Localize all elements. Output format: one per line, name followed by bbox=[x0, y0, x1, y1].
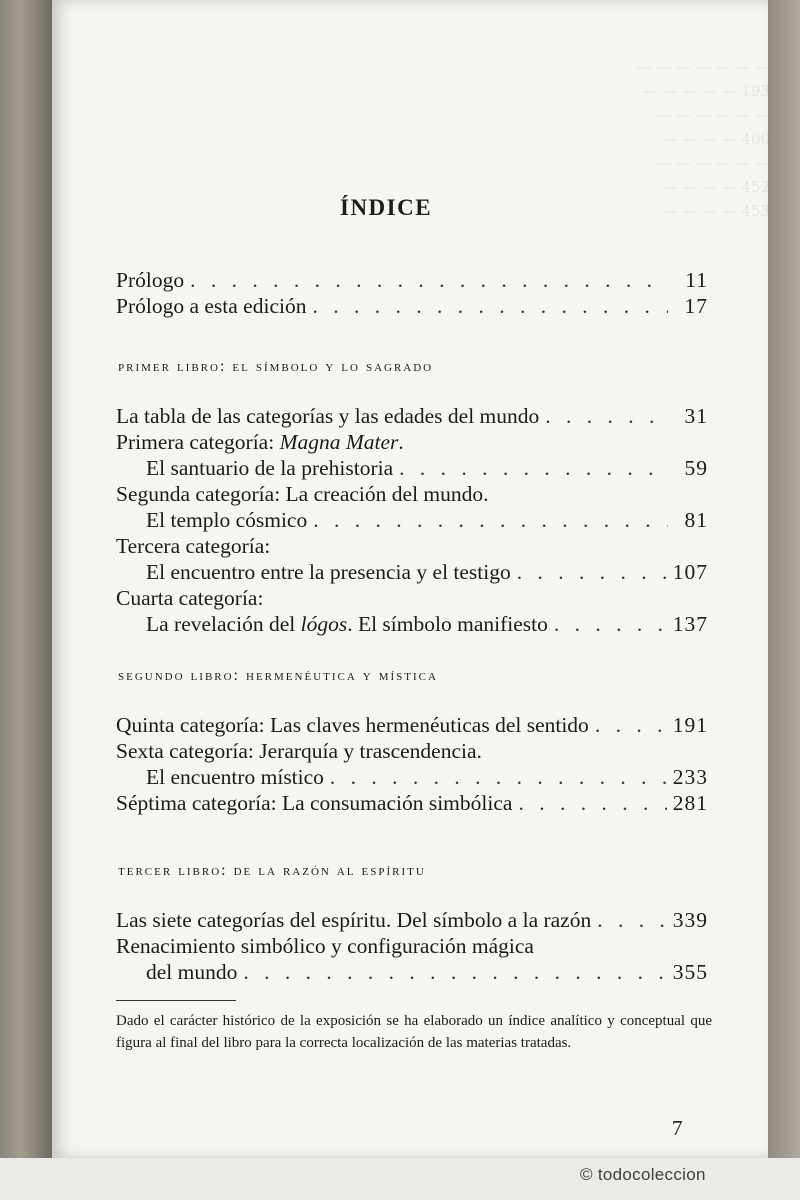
leader-dots bbox=[243, 960, 666, 985]
toc-entry-label: Prólogo a esta edición bbox=[116, 294, 307, 318]
toc-entry-label: Séptima categoría: La consumación simbólica bbox=[116, 791, 513, 815]
toc-entry-label: La revelación del lógos. El símbolo manifiesto bbox=[146, 612, 548, 636]
toc-page-number: 107 bbox=[672, 560, 708, 584]
toc-entry-line[interactable] bbox=[116, 586, 708, 612]
toc-page-number: 233 bbox=[672, 765, 708, 789]
toc-entry-label: Renacimiento simbólico y configuración mágica bbox=[116, 934, 534, 958]
toc-page-number: 281 bbox=[672, 791, 708, 815]
toc-entry[interactable] bbox=[116, 508, 708, 534]
leader-dots bbox=[190, 268, 668, 293]
toc-entry-line[interactable] bbox=[116, 534, 708, 560]
toc-page-number: 137 bbox=[672, 612, 708, 636]
book-edge bbox=[768, 0, 800, 1200]
leader-dots bbox=[330, 765, 667, 790]
toc-entry-label: Cuarta categoría: bbox=[116, 586, 264, 610]
toc-entry-label: El templo cósmico bbox=[146, 508, 308, 532]
toc-entry-label: Las siete categorías del espíritu. Del símbolo a la razón bbox=[116, 908, 592, 932]
leader-dots bbox=[312, 294, 668, 319]
italic-term: lógos bbox=[300, 612, 348, 636]
toc-page-number: 11 bbox=[685, 268, 708, 292]
book-heading: segundo libro: hermenéutica y mística bbox=[118, 667, 438, 684]
toc-entry[interactable] bbox=[116, 960, 708, 986]
toc-entry[interactable] bbox=[116, 268, 708, 294]
toc-page-number: 81 bbox=[684, 508, 708, 532]
book-entries bbox=[116, 713, 708, 817]
watermark-text: todocoleccion bbox=[597, 1165, 706, 1184]
toc-entry[interactable] bbox=[116, 294, 708, 320]
toc-entry-line[interactable] bbox=[116, 430, 708, 456]
toc-entry-label: La tabla de las categorías y las edades del mundo bbox=[116, 404, 540, 428]
leader-dots bbox=[399, 456, 668, 481]
toc-entry-label: Sexta categoría: Jerarquía y trascendencia. bbox=[116, 739, 482, 763]
toc-entry[interactable] bbox=[116, 404, 708, 430]
toc-entry-label: El encuentro entre la presencia y el testigo bbox=[146, 560, 511, 584]
toc-entry-line[interactable] bbox=[116, 934, 708, 960]
book-entries bbox=[116, 908, 708, 986]
book-entries bbox=[116, 404, 708, 638]
leader-dots bbox=[554, 612, 667, 637]
leader-dots bbox=[597, 908, 667, 933]
toc-page-number: 31 bbox=[684, 404, 708, 428]
footnote: Dado el carácter histórico de la exposición se ha elaborado un índice analítico y conceptual que figura al final del libro para la correcta localización de las materias tratadas. bbox=[116, 1013, 712, 1051]
watermark bbox=[580, 1165, 706, 1185]
italic-term: Magna Mater bbox=[279, 430, 399, 454]
toc-entry-label: del mundo bbox=[146, 960, 238, 984]
book-heading: tercer libro: de la razón al espíritu bbox=[118, 862, 426, 879]
page-number: 7 bbox=[672, 1116, 683, 1140]
leader-dots bbox=[313, 508, 668, 533]
toc-page-number: 355 bbox=[672, 960, 708, 984]
toc-entry-line[interactable] bbox=[116, 739, 708, 765]
leader-dots bbox=[517, 560, 667, 585]
toc-entry[interactable] bbox=[116, 791, 708, 817]
show-through-text: — — — — — — — — — — — — 193 — — — — — — — — — — 400 — — — — — — — — — — 452 — — — — 453 bbox=[636, 58, 770, 220]
index-title: ÍNDICE bbox=[340, 195, 433, 220]
toc-entry[interactable] bbox=[116, 612, 708, 638]
toc-entry[interactable] bbox=[116, 765, 708, 791]
toc-entry-label: Primera categoría: Magna Mater. bbox=[116, 430, 404, 454]
toc-entry[interactable] bbox=[116, 713, 708, 739]
toc-entry-label: Tercera categoría: bbox=[116, 534, 271, 558]
toc-entry-label: Quinta categoría: Las claves hermenéuticas del sentido bbox=[116, 713, 589, 737]
toc-page-number: 339 bbox=[672, 908, 708, 932]
toc-entry-label: El encuentro místico bbox=[146, 765, 324, 789]
footnote-rule bbox=[116, 1000, 236, 1001]
front-matter-list bbox=[116, 268, 708, 320]
watermark-logo-icon: © bbox=[580, 1165, 593, 1184]
toc-entry[interactable] bbox=[116, 560, 708, 586]
toc-entry-label: Prólogo bbox=[116, 268, 185, 292]
toc-page-number: 191 bbox=[672, 713, 708, 737]
toc-entry[interactable] bbox=[116, 456, 708, 482]
toc-entry-line[interactable] bbox=[116, 482, 708, 508]
toc-page-number: 59 bbox=[684, 456, 708, 480]
toc-entry-label: Segunda categoría: La creación del mundo. bbox=[116, 482, 489, 506]
toc-entry[interactable] bbox=[116, 908, 708, 934]
book-spine-shadow bbox=[0, 0, 52, 1200]
leader-dots bbox=[595, 713, 667, 738]
book-heading: primer libro: el símbolo y lo sagrado bbox=[118, 358, 434, 375]
toc-entry-label: El santuario de la prehistoria bbox=[146, 456, 394, 480]
leader-dots bbox=[518, 791, 666, 816]
leader-dots bbox=[545, 404, 668, 429]
toc-page-number: 17 bbox=[684, 294, 708, 318]
